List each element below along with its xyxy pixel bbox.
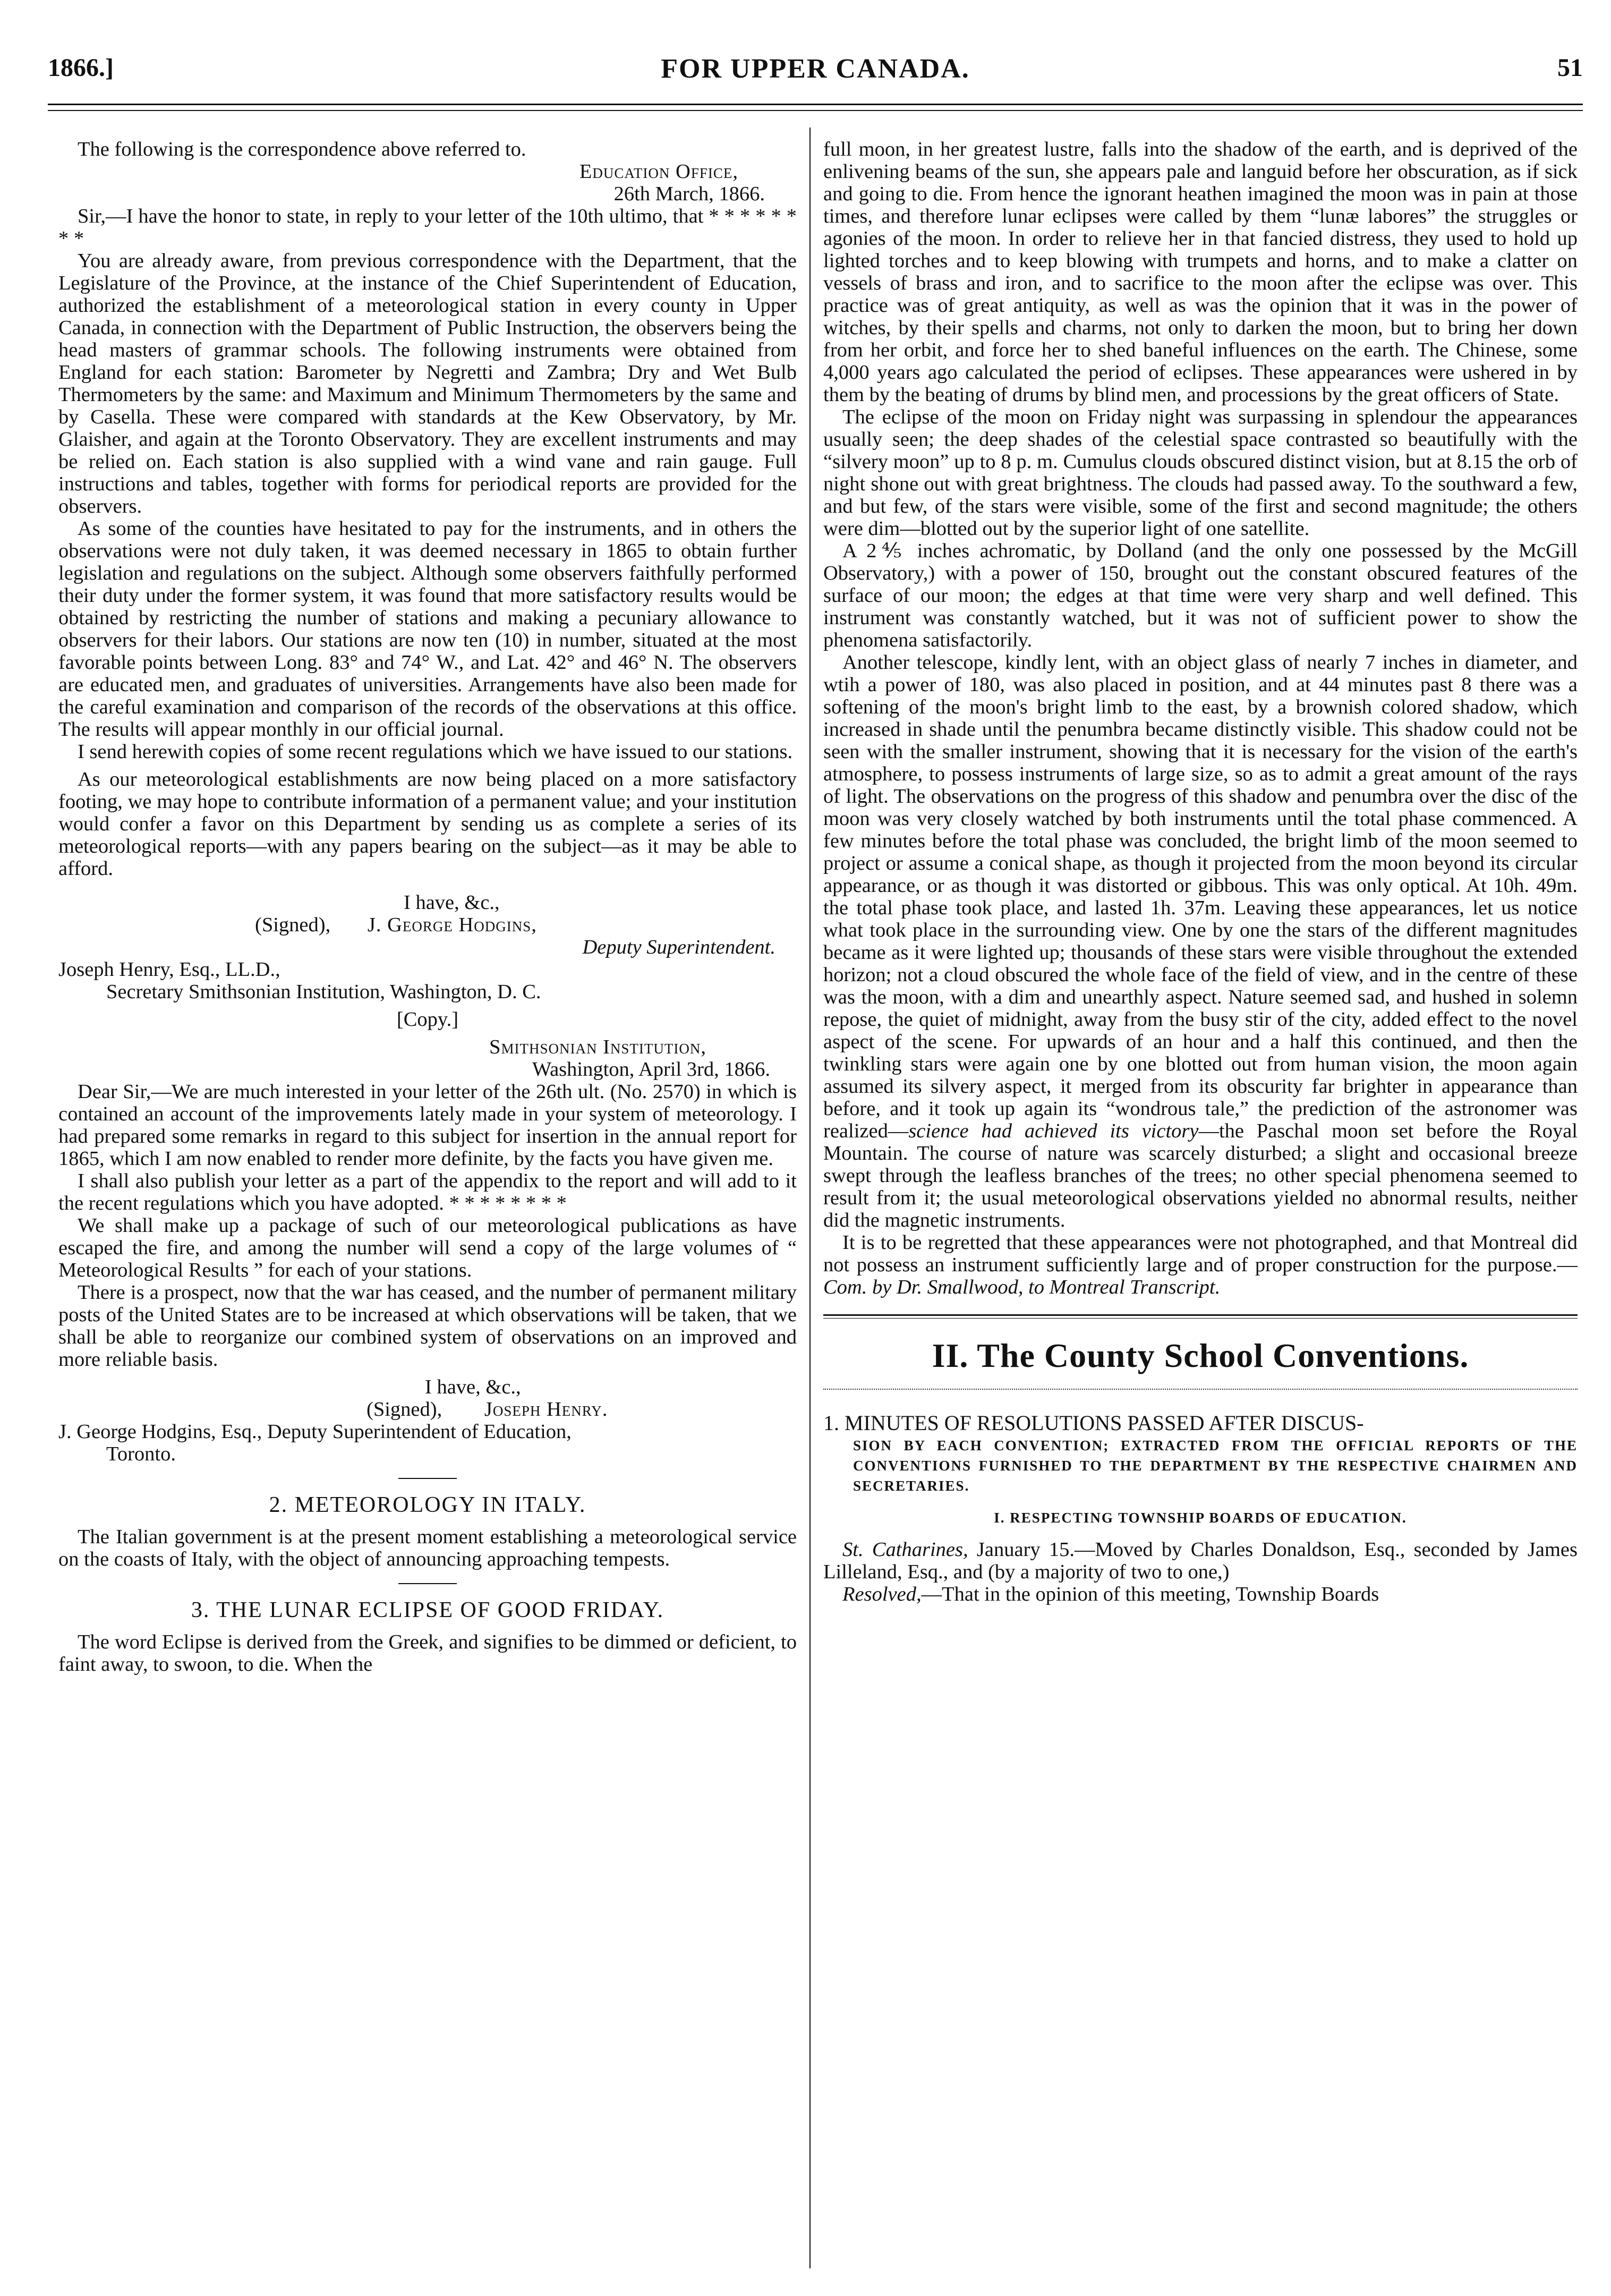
section2-title: 2. METEOROLOGY IN ITALY. <box>269 1493 586 1517</box>
letter1-office: Education Office, <box>579 160 738 183</box>
letter2-addressee: J. George Hodgins, Esq., Deputy Superintendent of Education, <box>58 1421 572 1443</box>
eclipse-p5: It is to be regretted that these appearances were not photographed, and that Montreal did not possess an instrument sufficiently large and of proper construction for the purpose.—Com. by Dr. Smallwood, to Montreal Transcript. <box>823 1231 1578 1298</box>
intro-text: The following is the correspondence above referred to. <box>78 138 526 160</box>
resolution-p2: Resolved,—That in the opinion of this meeting, Township Boards <box>842 1583 1379 1605</box>
letter1-p3: As some of the counties have hesitated to pay for the instruments, and in others the observations were not duly taken, it was deemed necessary in 1865 to obtain further legislation and regulations on the subject. Although some observers faithfully performed their duty under the former system, it was found that more satisfactory results would be obtained by restricting the number of stations and making a pecuniary allowance to observers for their labors. Our stations are now ten (10) in number, situated at the most favorable points between Long. 83° and 74° W., and Lat. 42° and 46° N. The observers are educated men, and graduates of universities. Arrangements have also been made for the careful examination and comparison of the records of the observations at this office. The results will appear monthly in our official journal. <box>58 517 797 741</box>
letter1-signer: J. George Hodgins, <box>367 914 537 936</box>
minutes-title: 1. MINUTES OF RESOLUTIONS PASSED AFTER DISCUS- <box>823 1411 1364 1435</box>
letter2-p1: Dear Sir,—We are much interested in your letter of the 26th ult. (No. 2570) in which is contained an account of the improvements lately made in your system of meteorology. I had prepared some remarks in regard to this subject for insertion in the annual report for 1865, which I am now enabled to render more definite, by the facts you have given me. <box>58 1081 797 1170</box>
section-separator <box>398 1478 457 1479</box>
section3-title: 3. THE LUNAR ECLIPSE OF GOOD FRIDAY. <box>191 1598 664 1622</box>
minutes-subtitle: SION BY EACH CONVENTION; EXTRACTED FROM THE OFFICIAL REPORTS OF THE CONVENTIONS FURNISHED TO THE DEPARTMENT BY THE RESPECTIVE CHAIRMEN AND SECRETARIES. <box>853 1438 1578 1494</box>
letter2-office: Smithsonian Institution, <box>489 1036 706 1058</box>
header-rule <box>48 104 1583 105</box>
letter1-signature <box>58 891 797 1003</box>
letter2-signed: (Signed), <box>366 1398 442 1421</box>
resolution-p1: St. Catharines, January 15.—Moved by Charles Donaldson, Esq., seconded by James Lilleland, Esq., and (by a majority of two to one,) <box>823 1538 1578 1583</box>
letter2-p3: We shall make up a package of such of our meteorological publications as have escaped the fire, and among the number will send a copy of the large volumes of “ Meteorological Results ” for each of your stations. <box>58 1214 797 1281</box>
letter1-p2: You are already aware, from previous correspondence with the Department, that the Legislature of the Province, at the instance of the Chief Superintendent of Education, authorized the establishment of a meteorological station in every county in Upper Canada, in connection with the Department of Public Instruction, the observers being the head masters of grammar schools. The following instruments were obtained from England for each station: Barometer by Negretti and Zambra; Dry and Wet Bulb Thermometers by the same: and Maximum and Minimum Thermometers by the same and by Casella. These were compared with standards at the Kew Observatory, by Mr. Glaisher, and again at the Toronto Observatory. They are excellent instruments and may be relied on. Each station is also supplied with a wind vane and rain gauge. Full instructions and tables, together with forms for periodical reports are provided for the observers. <box>58 250 797 517</box>
letter2-closing: I have, &c., <box>425 1376 521 1398</box>
header-rule-thin <box>48 110 1583 111</box>
letter1-addressee-title: Secretary Smithsonian Institution, Washington, D. C. <box>106 981 541 1003</box>
letter2-p2: I shall also publish your letter as a part of the appendix to the report and will add to it the recent regulations which you have adopted. * * * * * * * * <box>58 1170 797 1214</box>
part-rule <box>823 1314 1578 1316</box>
letter1-p4: I send herewith copies of some recent regulations which we have issued to our stations. <box>78 741 793 763</box>
header-title: FOR UPPER CANADA. <box>661 54 970 84</box>
eclipse-p4: Another telescope, kindly lent, with an object glass of nearly 7 inches in diameter, and wtih a power of 180, was also placed in position, and at 44 minutes past 8 there was a softening of the moon's bright limb to the east, by a brownish colored shadow, which increased in shade until the penumbra became distinctly visible. This shadow could not be seen with the smaller instrument, showing that it is necessary for the vision of the earth's atmosphere, to possess instruments of large size, so as to admit a great amount of the rays of light. The observations on the progress of this shadow and penumbra over the disc of the moon was very closely watched by both instruments until the total phase commenced. A few minutes before the total phase was concluded, the bright limb of the moon seemed to project or assume a conical shape, as though it projected from the moon beyond its circular appearance, or as though it was distorted or gibbous. This was only optical. At 10h. 49m. the total phase took place, and lasted 1h. 37m. Leaving these appearances, let us notice what took place in the surrounding view. One by one the stars of the different magnitudes became as it were lighted up; thousands of these stars were visible throughout the extended horizon; not a cloud obscured the whole face of the field of view, and in the centre of these was the moon, with a dim and unearthly aspect. Nature seemed sad, and hushed in solemn repose, the quiet of midnight, away from the busy stir of the city, added effect to the novel aspect of the scene. For upwards of an hour and a half this continued, and then the twinkling stars were again one by one blotted out from human vision, the moon again assumed its silvery aspect, it merged from its obscurity far brighter in appearance than before, and it took up again its “wondrous tale,” the prediction of the astronomer was realized—science had achieved its victory—the Paschal moon set before the Royal Mountain. The course of nature was scarcely disturbed; a slight and occasional breeze swept through the leafless branches of the trees; no other special phenomena seemed to result from it; the usual meteorological observations yielded no abnormal results, neither did the magnetic instruments. <box>823 651 1578 1231</box>
eclipse-p1: full moon, in her greatest lustre, falls into the shadow of the earth, and is deprived of the enlivening beams of the sun, she appears pale and languid before her obscuration, as if sick and going to die. From hence the ignorant heathen imagined the moon was in pain at those times, and therefore lunar eclipses were called by them “lunæ labores” the struggles or agonies of the moon. In order to relieve her in that fancied distress, they used to hold up lighted torches and to keep blowing with trumpets and horns, and to make a clatter on vessels of brass and iron, and to sacrifice to the moon after the eclipse was over. This practice was of great antiquity, as well as was the opinion that it was in the power of witches, by their spells and charms, not only to darken the moon, but to bring her down from her orbit, and force her to shed baneful influences on the earth. The Chinese, some 4,000 years ago calculated the period of eclipses. These appearances were ushered in by them by the beating of drums by blind men, and processions by the great officers of State. <box>823 138 1578 406</box>
letter1-date: 26th March, 1866. <box>613 183 765 205</box>
section2-text: The Italian government is at the present moment establishing a meteorological service on the coasts of Italy, with the object of announcing approaching tempests. <box>58 1526 797 1570</box>
letter2-signature <box>58 1376 797 1465</box>
letter1-addressee: Joseph Henry, Esq., LL.D., <box>58 958 280 981</box>
letter2-addressee-city: Toronto. <box>106 1443 176 1465</box>
letter2-p4: There is a prospect, now that the war has ceased, and the number of permanent military posts of the United States are to be increased at which observations will be taken, that we shall be able to reorganize our combined system of observations on an improved and more reliable basis. <box>58 1281 797 1371</box>
letter1-p1: Sir,—I have the honor to state, in reply to your letter of the 10th ultimo, that * * * * * * * * <box>58 205 797 250</box>
header-year: 1866.] <box>48 54 114 82</box>
letter1-p5: As our meteorological establishments are now being placed on a more satisfactory footing, we may hope to contribute information of a permanent value; and your institution would confer a favor on this Department by sending us as complete a series of its meteorological reports—with any papers bearing on the subject—as it may be able to afford. <box>58 768 797 880</box>
eclipse-p3: A 2⅘ inches achromatic, by Dolland (and the only one possessed by the McGill Observatory,) with a power of 150, brought out the constant obscured features of the surface of our moon; the edges at that time were very sharp and well defined. This instrument was constantly watched, but it was not of sufficient power to show the phenomena satisfactorily. <box>823 540 1578 651</box>
column-divider <box>809 127 811 2268</box>
letter1-signer-title: Deputy Superintendent. <box>582 936 775 958</box>
letter1-signed: (Signed), <box>255 914 331 936</box>
subheading: I. RESPECTING TOWNSHIP BOARDS OF EDUCATION. <box>994 1510 1407 1526</box>
letter2-date: Washington, April 3rd, 1866. <box>532 1058 770 1081</box>
ornamental-rule <box>823 1389 1578 1397</box>
letter1-closing: I have, &c., <box>404 891 500 914</box>
section3-text: The word Eclipse is derived from the Greek, and signifies to be dimmed or deficient, to faint away, to swoon, to die. When the <box>58 1631 797 1676</box>
eclipse-p2: The eclipse of the moon on Friday night was surpassing in splendour the appearances usually seen; the deep shades of the celestial space contrasted so beautifully with the “silvery moon” up to 8 p. m. Cumulus clouds obscured distinct vision, but at 8.15 the orb of night shone out with great brightness. The clouds had passed away. To the southward a few, and but few, of the stars were visible, some of the first and second magnitude; the others were dim—blotted out by the superior light of one satellite. <box>823 406 1578 540</box>
right-column <box>823 138 1578 1605</box>
part-title: II. The County School Conventions. <box>932 1337 1469 1374</box>
page-number: 51 <box>1557 54 1583 82</box>
page-header <box>48 37 1583 96</box>
section-separator <box>398 1583 457 1584</box>
letter2-signer: Joseph Henry. <box>484 1398 608 1421</box>
copy-label: [Copy.] <box>396 1008 459 1031</box>
left-column <box>58 138 797 1676</box>
